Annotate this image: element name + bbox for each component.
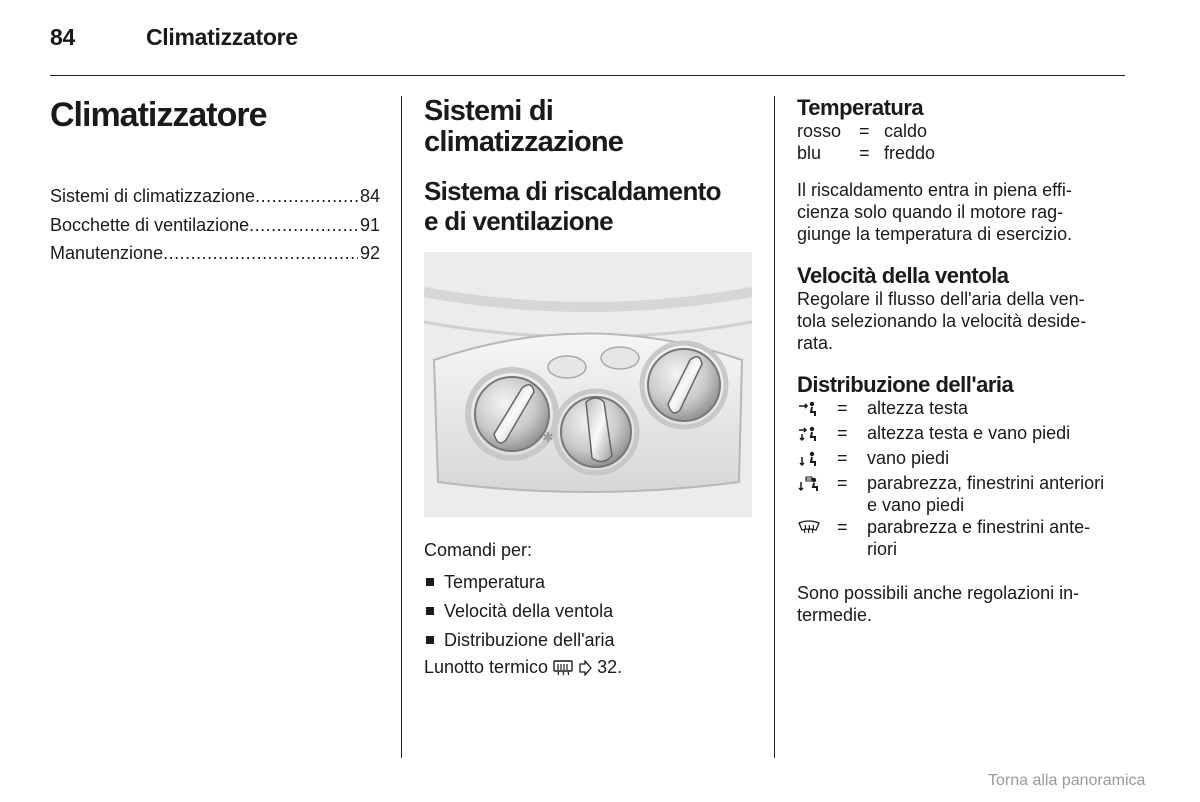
control-panel-drawing: [424, 252, 752, 517]
toc-page: 84: [359, 186, 380, 206]
list-item-text: Distribuzione dell'aria: [444, 630, 615, 650]
page-number: 84: [50, 24, 75, 50]
list-item: [797, 472, 1132, 516]
text-line: Sono possibili anche regolazioni in-: [797, 583, 1080, 603]
list-item: [797, 447, 1132, 472]
fan-speed-title: Velocità della ventola: [797, 263, 1009, 288]
windscreen-icon: [797, 516, 829, 560]
toc-leader: [255, 182, 358, 211]
list-item: [797, 516, 1132, 560]
intermediate-note: [797, 582, 1132, 626]
controls-list: [424, 568, 754, 655]
air-distribution-list: [797, 397, 1132, 560]
list-item: [424, 597, 754, 626]
bullet-square-icon: [426, 636, 434, 644]
toc-entry[interactable]: [50, 239, 380, 268]
subsection-title: [424, 176, 754, 236]
column-divider: [401, 96, 402, 758]
legend-key: blu: [797, 143, 822, 163]
rear-window-reference: [424, 656, 754, 681]
controls-intro: Comandi per:: [424, 540, 533, 560]
toc-leader: [163, 239, 358, 268]
temperature-legend: [797, 120, 935, 164]
legend-text: [867, 447, 1132, 472]
text-line: Il riscaldamento entra in piena effi-: [797, 180, 1072, 200]
legend-value: freddo: [884, 143, 936, 163]
legend-eq: =: [837, 517, 848, 537]
legend-eq: =: [837, 473, 848, 493]
text-line: cienza solo quando il motore rag-: [797, 202, 1064, 222]
subsection-title-line: Sistema di riscaldamento: [424, 176, 721, 206]
text-line: riori: [867, 539, 897, 559]
systems-column: [424, 96, 754, 681]
text-line: tola selezionando la velocità deside-: [797, 311, 1087, 331]
toc-label: Manutenzione: [50, 243, 164, 263]
toc-entry[interactable]: [50, 182, 380, 211]
list-item: [424, 568, 754, 597]
back-to-overview-link[interactable]: Torna alla panoramica: [988, 772, 1146, 789]
svg-text:✱: ✱: [542, 430, 554, 446]
chapter-title: Climatizzatore: [50, 96, 267, 134]
list-item: [797, 397, 1132, 422]
text-line: altezza testa: [867, 398, 969, 418]
toc-label: Sistemi di climatizzazione: [50, 186, 256, 206]
bullet-square-icon: [426, 578, 434, 586]
table-row: [797, 142, 935, 164]
temperature-note: [797, 179, 1132, 245]
toc-page: 92: [359, 243, 380, 263]
text-line: parabrezza e finestrini ante-: [867, 517, 1091, 537]
air-distribution-title: Distribuzione dell'aria: [797, 372, 1014, 397]
table-row: [797, 120, 935, 142]
text-line: rata.: [797, 333, 834, 353]
list-item: [797, 422, 1132, 447]
legend-eq: =: [859, 143, 870, 163]
legend-eq: =: [837, 448, 848, 468]
page-reference-arrow-icon[interactable]: [578, 659, 592, 681]
foot-level-icon: [797, 447, 829, 472]
list-item: [424, 626, 754, 655]
legend-text: [867, 516, 1132, 560]
text-line: e vano piedi: [867, 495, 965, 515]
subsection-title-line: e di ventilazione: [424, 206, 613, 236]
list-item-text: Velocità della ventola: [444, 601, 614, 621]
fan-speed-text: [797, 288, 1132, 354]
column-divider: [774, 96, 775, 758]
head-and-foot-icon: [797, 422, 829, 447]
section-title-line: Sistemi di: [424, 95, 553, 127]
legend-eq: =: [837, 398, 848, 418]
legend-text: [867, 472, 1132, 516]
toc-entry[interactable]: [50, 211, 380, 240]
control-panel-illustration: [424, 252, 752, 517]
legend-text: [867, 397, 1132, 422]
toc-leader: [249, 211, 358, 240]
page-reference[interactable]: 32.: [597, 657, 623, 677]
text-line: giunge la temperatura di esercizio.: [797, 224, 1073, 244]
header-rule: [50, 75, 1125, 76]
head-level-icon: [797, 397, 829, 422]
legend-eq: =: [859, 121, 870, 141]
list-item-text: Temperatura: [444, 572, 546, 592]
text-line: parabrezza, finestrini anteriori: [867, 473, 1105, 493]
toc-page: 91: [359, 214, 380, 235]
legend-key: rosso: [797, 121, 842, 141]
legend-eq: =: [837, 423, 848, 443]
toc-label: Bocchette di ventilazione: [50, 214, 250, 235]
rear-window-label: Lunotto termico: [424, 657, 549, 677]
section-title: [424, 96, 754, 158]
text-line: altezza testa e vano piedi: [867, 423, 1071, 443]
legend-value: caldo: [884, 121, 928, 141]
rear-defrost-icon: [553, 659, 573, 681]
temperature-title: Temperatura: [797, 95, 924, 120]
table-of-contents: [50, 182, 380, 268]
page-header: [50, 24, 298, 51]
header-section-title: Climatizzatore: [146, 24, 298, 50]
text-line: Regolare il flusso dell'aria della ven-: [797, 289, 1085, 309]
details-column: [797, 96, 1132, 626]
legend-text: [867, 422, 1132, 447]
text-line: termedie.: [797, 605, 873, 625]
text-line: vano piedi: [867, 448, 950, 468]
windscreen-foot-icon: [797, 472, 829, 516]
chapter-column: [50, 96, 380, 268]
bullet-square-icon: [426, 607, 434, 615]
section-title-line: climatizzazione: [424, 126, 624, 158]
